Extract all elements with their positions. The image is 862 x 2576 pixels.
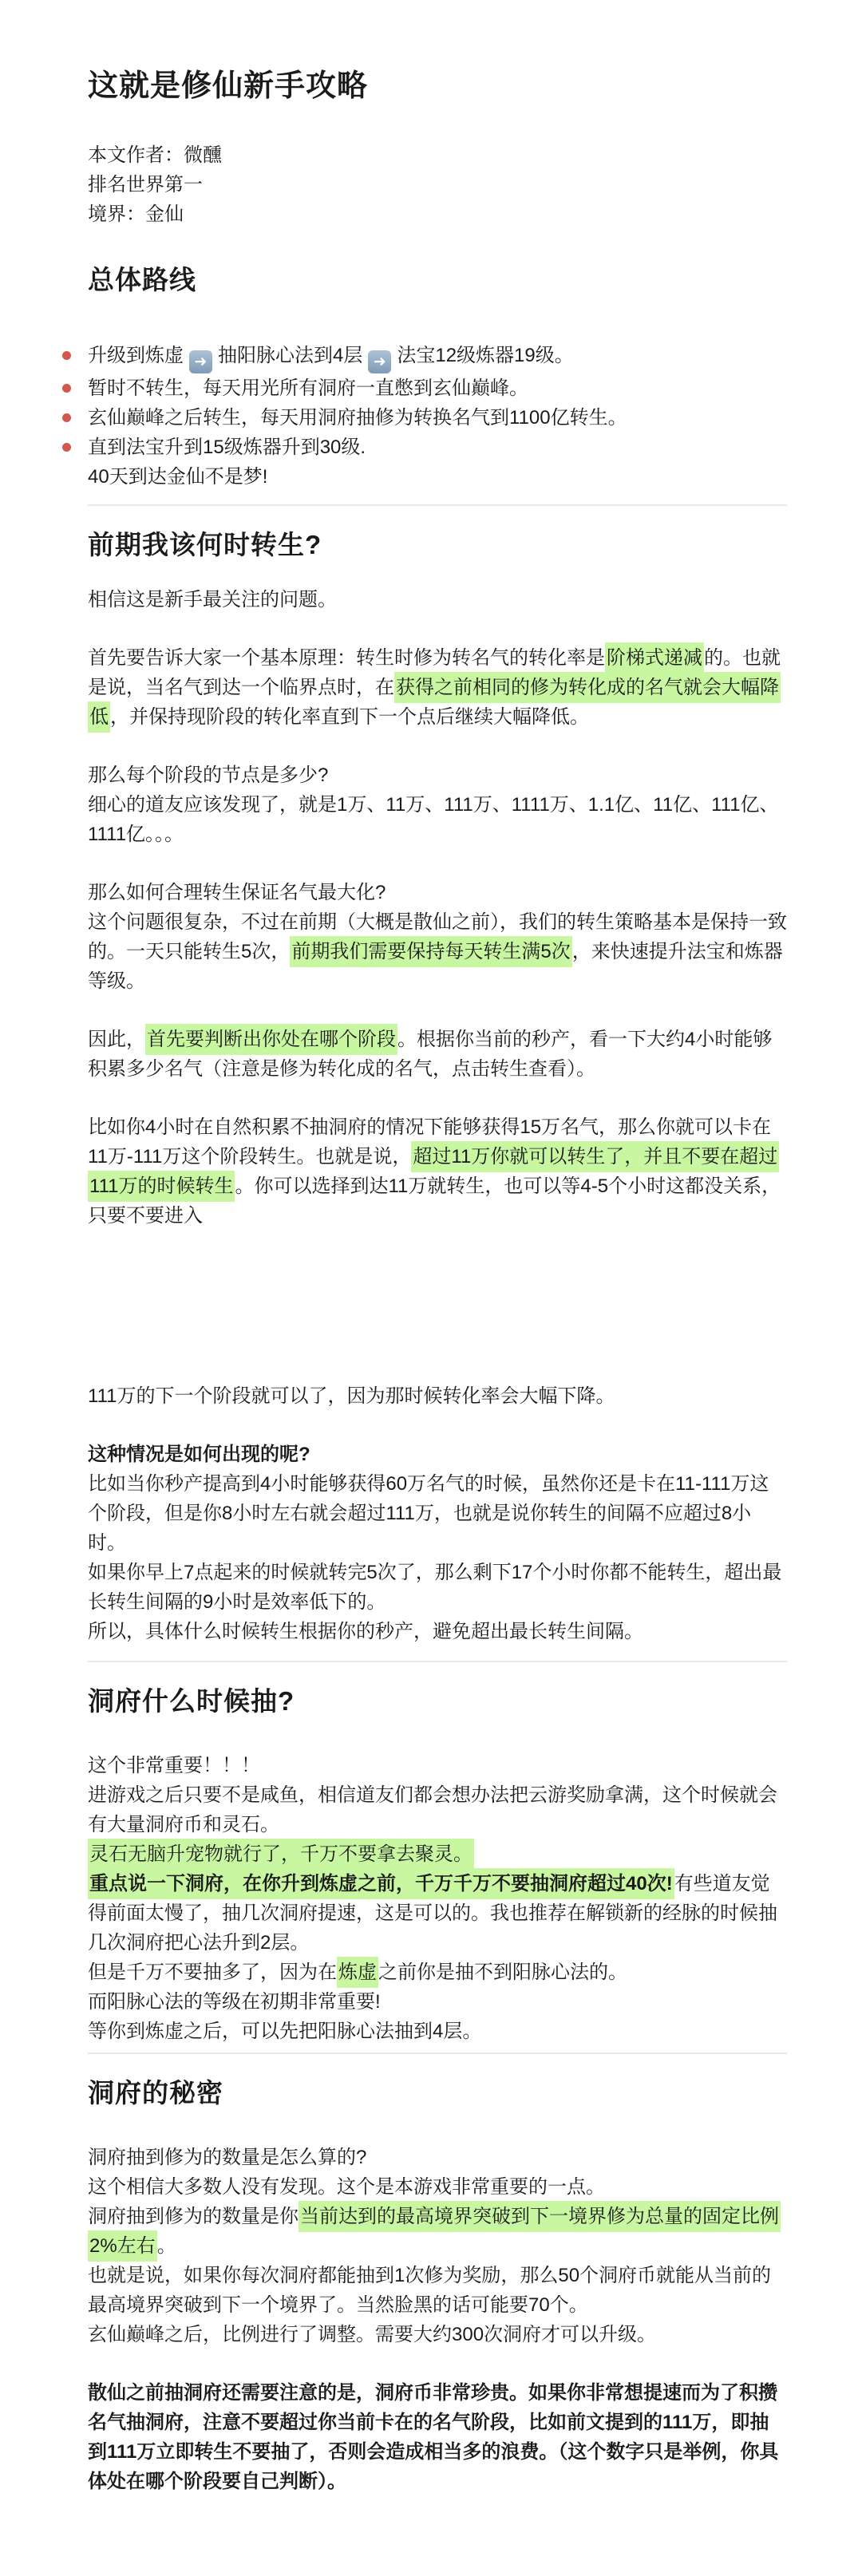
meta-rank: 排名世界第一 [88,174,203,196]
text-run: 这个问题很复杂，不过在前期（大概是散仙之前），我们的转生策略基本是保持一致的。一天只能转生5次， [88,911,787,962]
paragraph: 玄仙巅峰之后，比例进行了调整。需要大约300次洞府才可以升级。 [88,2324,657,2345]
bullet-dot-icon [62,384,71,393]
text-run: ，来快速提升法宝和炼器等级。 [88,941,783,992]
route-step-text: 40天到达金仙不是梦! [88,466,268,488]
paragraph: 进游戏之后只要不是咸鱼，相信道友们都会想办法把云游奖励拿满，这个时候就会有大量洞府币和灵石。 [88,1784,777,1835]
section-heading-route: 总体路线 [88,265,196,294]
paragraph: 这个非常重要！！！ [88,1755,260,1776]
paragraph [88,1112,787,1231]
paragraph: 而阳脉心法的等级在初期非常重要! [88,1991,381,2013]
highlight: 阶梯式递减 [605,642,704,674]
divider [88,1661,787,1662]
text-run: 因此， [88,1029,145,1050]
highlight: 获得之前相同的修为转化成的名气就会大幅降低 [88,672,781,733]
section-heading-rebirth: 前期我该何时转生? [88,530,322,559]
paragraph: 111万的下一个阶段就可以了，因为那时候转化率会大幅下降。 [88,1385,615,1407]
section-heading-dongfu-when: 洞府什么时候抽? [88,1686,295,1716]
route-step-text: 抽阳脉心法到4层 [218,345,363,366]
text-run: ，并保持现阶段的转化率直到下一个点后继续大幅降低。 [110,706,589,728]
route-step-text: 法宝12级炼器19级。 [397,345,574,366]
divider [88,504,787,506]
list-item [88,341,787,373]
text-run: 之前你是抽不到阳脉心法的。 [378,1962,627,1983]
section-heading-dongfu-secret: 洞府的秘密 [88,2078,223,2108]
highlight: 重点说一下洞府，在你升到炼虚之前，千万千万不要抽洞府超过40次! [88,1868,674,1899]
meta-author: 本文作者：微醺 [88,144,222,166]
highlight: 炼虚 [337,1957,378,1988]
paragraph: 细心的道友应该发现了，就是1万、11万、111万、1111万、1.1亿、11亿、111亿、1111亿。。。 [88,794,779,845]
text-run: 。你可以选择到达11万就转生，也可以等4-5个小时这都没关系，只要不要进入 [88,1175,781,1227]
paragraph: 所以，具体什么时候转生根据你的秒产，避免超出最长转生间隔。 [88,1621,643,1642]
paragraph-bold-warning: 散仙之前抽洞府还需要注意的是，洞府币非常珍贵。如果你非常想提速而为了积攒名气抽洞府，注意不要超过你当前卡在的名气阶段，比如前文提到的111万，即抽到111万立即转生不要抽了，否则会造成相当多的浪费。（这个数字只是举例，你具体处在哪个阶段要自己判断）。 [88,2382,779,2492]
paragraph [88,907,787,996]
paragraph [88,1839,787,1869]
paragraph [88,1025,787,1084]
bullet-dot-icon [62,413,71,422]
text-run: 有些道友觉得前面太慢了，抽几次洞府提速，这是可以的。我也推荐在解锁新的经脉的时候抽几次洞府把心法升到2层。 [88,1873,777,1954]
right-arrow-icon: ➜ [368,350,391,373]
text-run: 的。也就是说，当名气到达一个临界点时，在 [88,647,781,698]
text-run: 。根据你当前的秒产，看一下大约4小时能够积累多少名气（注意是修为转化成的名气，点击转生查看）。 [88,1029,773,1080]
paragraph [88,1869,787,1958]
highlight: 当前达到的最高境界突破到下一境界修为总量的固定比例2%左右 [88,2201,781,2262]
highlight: 灵石无脑升宠物就行了，千万不要拿去聚灵。 [88,1839,474,1870]
paragraph [88,2202,787,2261]
list-item [88,373,787,403]
article-meta [88,140,787,229]
text-run: 首先要告诉大家一个基本原理：转生时修为转名气的转化率是 [88,647,605,669]
paragraph: 那么如何合理转生保证名气最大化? [88,882,386,903]
route-step-text: 升级到炼虚 [88,345,184,366]
paragraph: 洞府抽到修为的数量是怎么算的? [88,2147,367,2168]
text-run: 但是千万不要抽多了，因为在 [88,1962,337,1983]
text-run: 。 [156,2235,176,2257]
sub-heading: 这种情况是如何出现的呢? [88,1444,310,1465]
text-run: 洞府抽到修为的数量是你 [88,2206,299,2227]
list-item [88,403,787,433]
highlight: 首先要判断出你处在哪个阶段 [145,1024,397,1055]
paragraph: 那么每个阶段的节点是多少? [88,765,329,786]
paragraph: 相信这是新手最关注的问题。 [88,589,337,610]
paragraph: 等你到炼虚之后，可以先把阳脉心法抽到4层。 [88,2021,482,2042]
paragraph: 这个相信大多数人没有发现。这个是本游戏非常重要的一点。 [88,2176,605,2198]
meta-realm: 境界：金仙 [88,203,184,225]
divider [88,2053,787,2054]
route-list [88,341,787,492]
paragraph [88,1958,787,1987]
route-step-text: 玄仙巅峰之后转生，每天用洞府抽修为转换名气到1100亿转生。 [88,407,627,429]
right-arrow-icon: ➜ [189,350,212,373]
list-item [88,433,787,492]
highlight: 前期我们需要保持每天转生满5次 [290,936,571,967]
bullet-dot-icon [62,351,71,360]
paragraph [88,643,787,732]
paragraph: 比如当你秒产提高到4小时能够获得60万名气的时候，虽然你还是卡在11-111万这个阶段，但是你8小时左右就会超过111万，也就是说你转生的间隔不应超过8小时。 [88,1473,769,1554]
highlight: 超过11万你就可以转生了，并且不要在超过111万的时候转生 [88,1141,779,1202]
paragraph: 如果你早上7点起来的时候就转完5次了，那么剩下17个小时你都不能转生，超出最长转生间隔的9小时是效率低下的。 [88,1562,782,1613]
bullet-dot-icon [62,443,71,452]
route-step-text: 暂时不转生，每天用光所有洞府一直憋到玄仙巅峰。 [88,377,528,399]
spacer [88,1231,787,1381]
paragraph: 也就是说，如果你每次洞府都能抽到1次修为奖励，那么50个洞府币就能从当前的最高境界突破到下一个境界了。当然脸黑的话可能要70个。 [88,2265,772,2316]
text-run: 比如你4小时在自然积累不抽洞府的情况下能够获得15万名气，那么你就可以卡在11万-111万这个阶段转生。也就是说， [88,1116,772,1167]
route-step-text: 直到法宝升到15级炼器升到30级. [88,437,366,458]
page-title: 这就是修仙新手攻略 [88,69,369,103]
